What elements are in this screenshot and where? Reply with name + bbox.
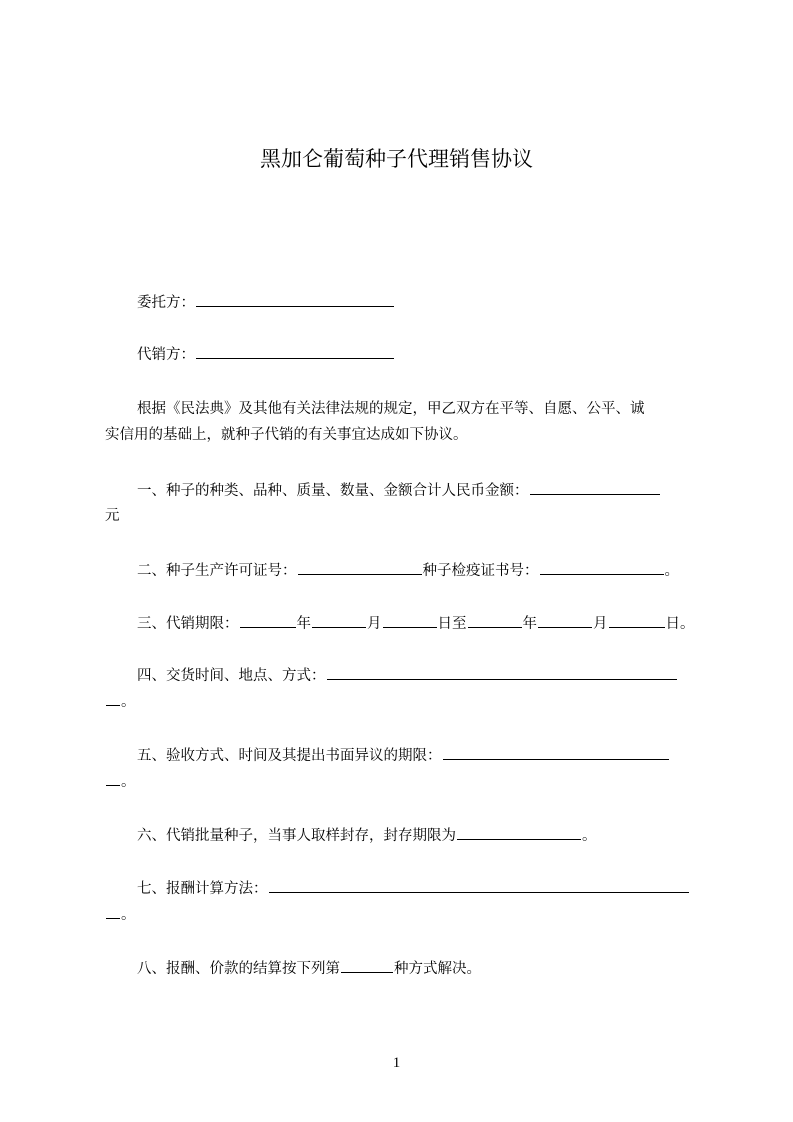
clause-2-text-b: 种子检疫证书号： <box>422 563 539 579</box>
clause-3-text: 三、代销期限： <box>137 616 239 632</box>
start-year-blank[interactable] <box>240 611 296 628</box>
end-year-blank[interactable] <box>468 611 522 628</box>
clause-4-tail-line <box>105 689 705 714</box>
agent-line <box>105 342 737 367</box>
clause-1 <box>105 478 737 503</box>
month-label: 月 <box>367 616 382 632</box>
delivery-blank[interactable] <box>327 663 677 680</box>
start-month-blank[interactable] <box>312 611 366 628</box>
month-label-2: 月 <box>593 616 608 632</box>
clause-5-tail: 。 <box>121 774 136 790</box>
acceptance-blank-cont[interactable] <box>106 769 120 786</box>
acceptance-blank[interactable] <box>443 743 669 760</box>
principal-blank[interactable] <box>196 290 394 307</box>
clause-6-end: 。 <box>582 828 597 844</box>
clause-5-tail-line <box>105 769 705 794</box>
end-day-blank[interactable] <box>609 611 665 628</box>
agent-label: 代销方： <box>137 347 195 363</box>
principal-line <box>105 290 737 315</box>
clause-2 <box>105 558 737 583</box>
delivery-blank-cont[interactable] <box>106 689 120 706</box>
settlement-method-blank[interactable] <box>341 956 393 973</box>
preamble-line-2: 实信用的基础上，就种子代销的有关事宜达成如下协议。 <box>105 427 468 443</box>
end-month-blank[interactable] <box>538 611 592 628</box>
remuneration-blank-cont[interactable] <box>106 902 120 919</box>
clause-7-tail-line <box>105 902 705 927</box>
day-to-label: 日至 <box>437 616 467 632</box>
production-license-blank[interactable] <box>298 558 422 575</box>
clause-1-tail: 元 <box>105 508 120 524</box>
clause-2-end: 。 <box>664 563 679 579</box>
clause-8 <box>105 956 737 981</box>
clause-5 <box>105 743 737 768</box>
clause-7 <box>105 876 737 901</box>
year-label-2: 年 <box>522 616 537 632</box>
clause-4 <box>105 663 737 688</box>
start-day-blank[interactable] <box>383 611 437 628</box>
amount-blank[interactable] <box>530 478 660 495</box>
sealing-period-blank[interactable] <box>457 823 581 840</box>
clause-3 <box>105 611 737 636</box>
principal-label: 委托方： <box>137 295 195 311</box>
clause-5-text: 五、验收方式、时间及其提出书面异议的期限： <box>137 748 442 764</box>
quarantine-cert-blank[interactable] <box>540 558 664 575</box>
page-number: 1 <box>392 1055 401 1071</box>
clause-4-text: 四、交货时间、地点、方式： <box>137 668 326 684</box>
year-label: 年 <box>296 616 311 632</box>
clause-7-text: 七、报酬计算方法： <box>137 881 268 897</box>
clause-6-text: 六、代销批量种子，当事人取样封存，封存期限为 <box>137 828 456 844</box>
clause-7-tail: 。 <box>121 907 136 923</box>
preamble-line-1: 根据《民法典》及其他有关法律法规的规定，甲乙双方在平等、自愿、公平、诚 <box>137 401 645 417</box>
clause-1-text: 一、种子的种类、品种、质量、数量、金额合计人民币金额： <box>137 483 529 499</box>
clause-4-tail: 。 <box>121 694 136 710</box>
clause-8-text-b: 种方式解决。 <box>394 961 481 977</box>
day-end-label: 日。 <box>665 616 695 632</box>
agent-blank[interactable] <box>196 342 394 359</box>
clause-8-text-a: 八、报酬、价款的结算按下列第 <box>137 961 340 977</box>
remuneration-blank[interactable] <box>269 876 689 893</box>
document-title: 黑加仑葡萄种子代理销售协议 <box>260 147 533 171</box>
clause-2-text-a: 二、种子生产许可证号： <box>137 563 297 579</box>
clause-6 <box>105 823 737 848</box>
